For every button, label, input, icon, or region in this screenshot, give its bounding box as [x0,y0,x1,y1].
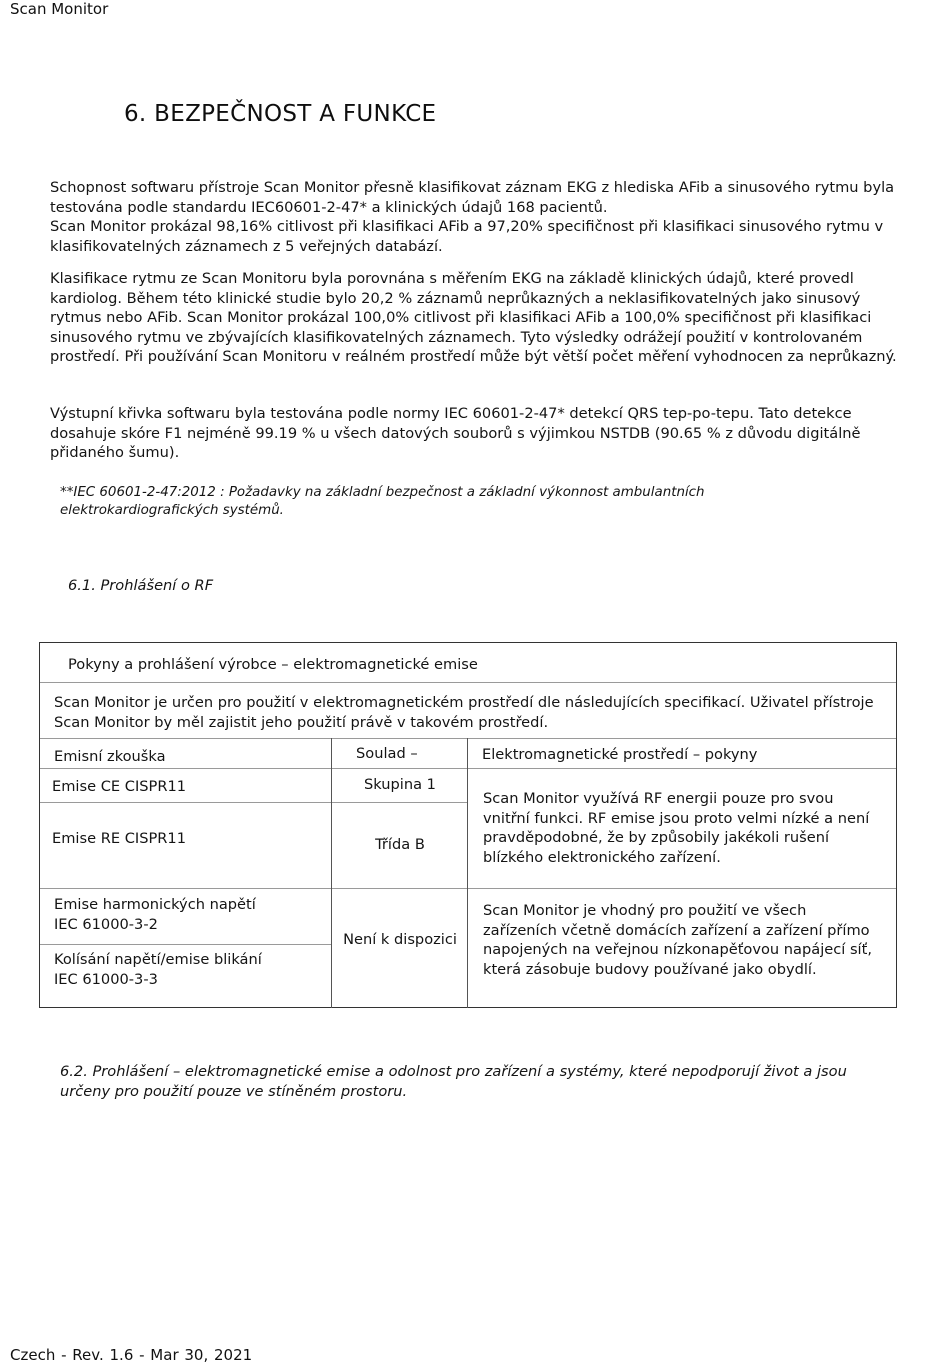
cell-harmonic-test-line2: IEC 61000-3-2 [54,915,158,933]
column-header-test: Emisní zkouška [54,748,166,765]
header-app-name: Scan Monitor [10,0,109,18]
column-header-compliance: Soulad – [356,745,418,762]
emissions-table [39,642,897,1008]
cell-flicker-test-line2: IEC 61000-3-3 [54,970,158,988]
cell-harmonic-test-line1: Emise harmonických napětí [54,896,256,913]
cell-flicker-test [54,950,329,989]
paragraph-line: Schopnost softwaru přístroje Scan Monitor přesně klasifikovat záznam EKG z hlediska AFib a sinusového rytmu byla testována podle standardu IEC60601-2-47* a klinických údajů 168 pacientů. [50,179,895,216]
column-header-environment: Elektromagnetické prostředí – pokyny [482,746,758,763]
table-rule [40,888,896,889]
cell-mains-guidance: Scan Monitor je vhodný pro použití ve všech zařízeních včetně domácích zařízení a zařízení přímo napojených na veřejnou nízkonapěťovou napájecí síť, která zásobuje budovy používané jako obydlí. [483,902,872,978]
paragraph-performance-summary [50,178,910,256]
page-title: 6. BEZPEČNOST A FUNKCE [124,101,437,127]
table-rule [40,802,468,803]
table-title: Pokyny a prohlášení výrobce – elektromagnetické emise [68,656,478,673]
footnote-standard: **IEC 60601-2-47:2012 : Požadavky na základní bezpečnost a základní výkonnost ambulantních elektrokardiografických systémů. [60,485,705,518]
paragraph-line: Scan Monitor prokázal 98,16% citlivost při klasifikaci AFib a 97,20% specifičnost při klasifikaci sinusového rytmu v klasifikovatelných záznamech z 5 veřejných databází. [50,218,884,255]
paragraph-clinical-study: Klasifikace rytmu ze Scan Monitoru byla porovnána s měřením EKG na základě klinických údajů, které provedl kardiolog. Během této klinické studie bylo 20,2 % záznamů neprůkazných a neklasifikovatelných jako sinusový rytmus nebo AFib. Scan Monitor prokázal 100,0% citlivost při klasifikaci AFib a 100,0% specifičnost při klasifikaci sinusového rytmu ve zbývajících klasifikovatelných záznamech. Tyto výsledky odrážejí použití v kontrolovaném prostředí. Při používání Scan Monitoru v reálném prostředí může být větší počet měření vyhodnocen za neprůkazný. [50,270,897,365]
cell-ce-test: Emise CE CISPR11 [52,778,187,795]
table-rule [40,682,896,683]
cell-flicker-test-line1: Kolísání napětí/emise blikání [54,951,262,968]
footer-revision: Czech - Rev. 1.6 - Mar 30, 2021 [10,1346,253,1364]
cell-harmonic-test [54,895,329,934]
cell-re-test: Emise RE CISPR11 [52,830,186,847]
paragraph-qrs-detection: Výstupní křivka softwaru byla testována podle normy IEC 60601-2-47* detekcí QRS tep-po-tepu. Tato detekce dosahuje skóre F1 nejméně 99.19 % u všech datových souborů s výjimkou NSTDB (90.65 % z důvodu digitálně přidaného šumu). [50,405,861,461]
cell-na-compliance: Není k dispozici [343,931,457,948]
section-heading-6-1: 6.1. Prohlášení o RF [68,577,214,594]
table-rule [40,768,896,769]
table-intro: Scan Monitor je určen pro použití v elektromagnetickém prostředí dle následujících specifikací. Uživatel přístroje Scan Monitor by měl zajistit jeho použití právě v takovém prostředí. [54,694,874,731]
table-rule [40,738,896,739]
section-heading-6-2: 6.2. Prohlášení – elektromagnetické emise a odolnost pro zařízení a systémy, které nepodporují život a jsou určeny pro použití pouze ve stíněném prostoru. [60,1063,847,1100]
cell-re-compliance: Třída B [375,836,425,853]
cell-rf-guidance: Scan Monitor využívá RF energii pouze pro svou vnitřní funkci. RF emise jsou proto velmi nízké a není pravděpodobné, že by způsobily jakékoli rušení blízkého elektronického zařízení. [483,790,870,866]
cell-ce-compliance: Skupina 1 [364,776,436,793]
table-rule [40,944,332,945]
